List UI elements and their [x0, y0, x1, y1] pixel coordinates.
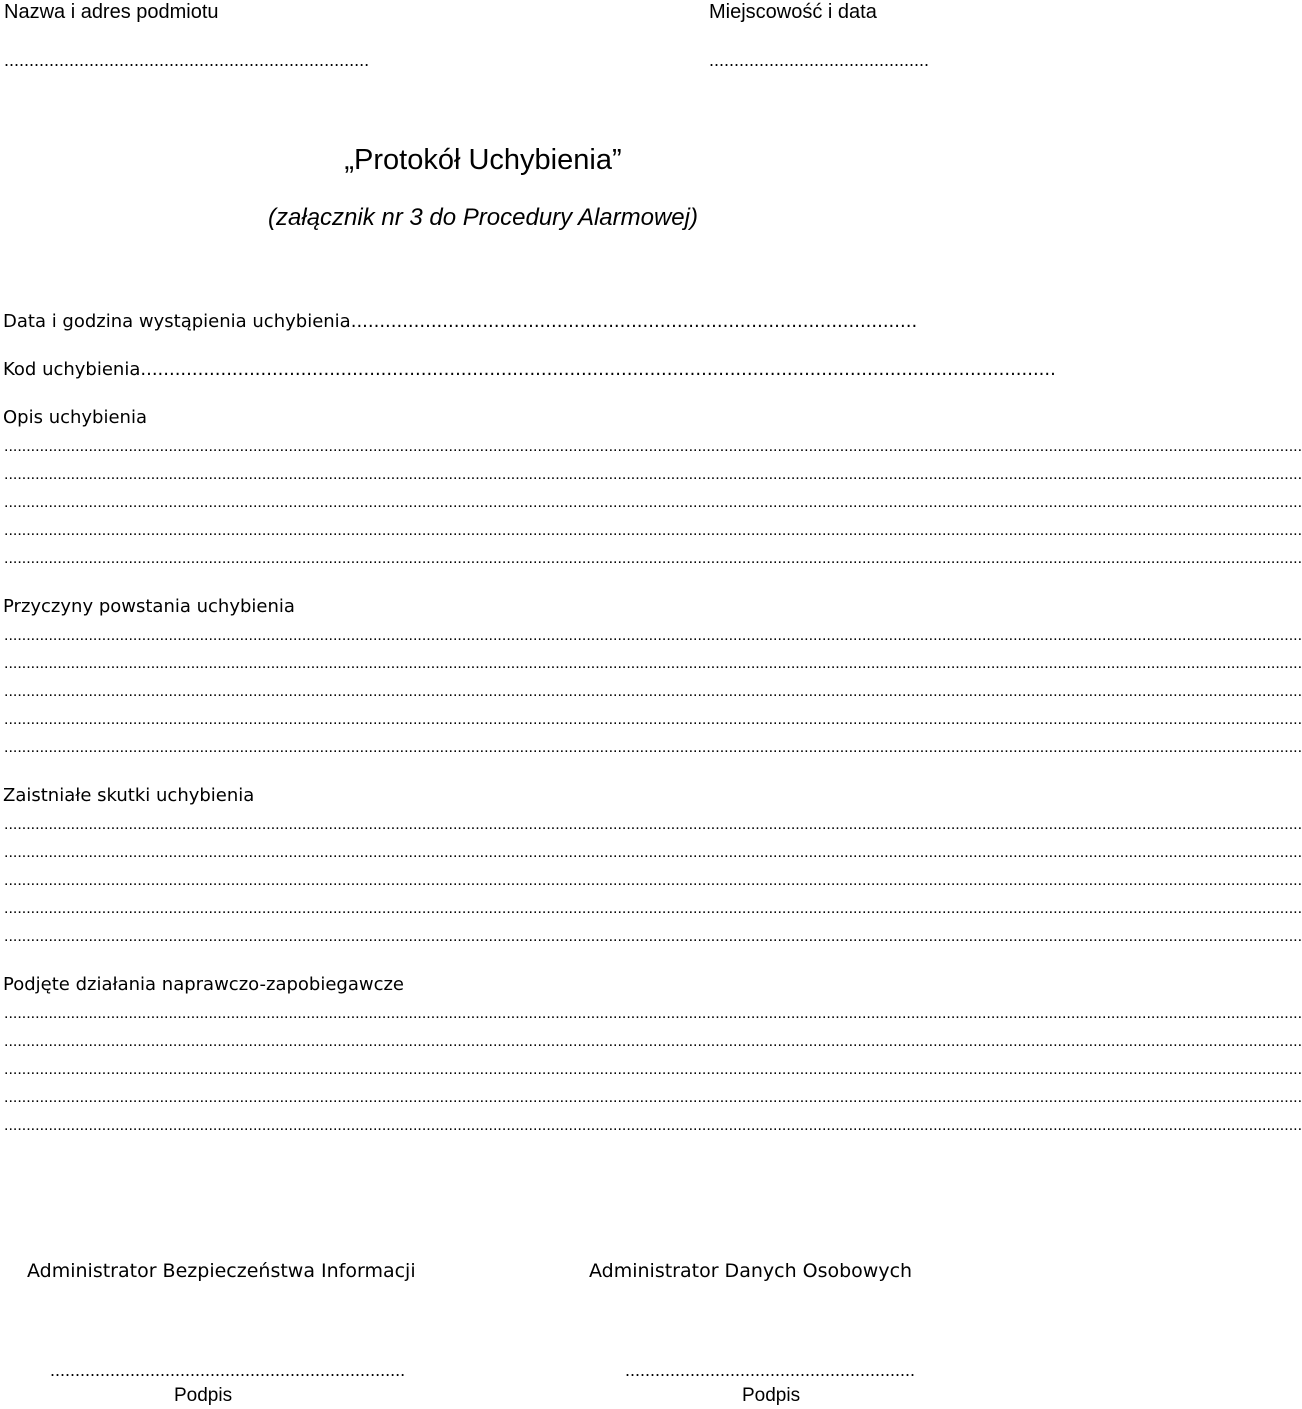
effects-line-3: .................................................................................................................................................................................................................................................................................................... [4, 872, 1302, 889]
security-admin-signature-line: ....................................................................... [50, 1360, 406, 1380]
page-subtitle: (załącznik nr 3 do Procedury Alarmowej) [268, 204, 698, 231]
causes-line-4: .................................................................................................................................................................................................................................................................................................... [4, 711, 1302, 728]
page-title: „Protokół Uchybienia” [344, 144, 622, 176]
subject-name-dots: ......................................................................... [4, 50, 370, 70]
actions-line-2: .................................................................................................................................................................................................................................................................................................... [4, 1033, 1302, 1050]
code-field [3, 358, 1056, 382]
description-line-5: .................................................................................................................................................................................................................................................................................................... [4, 550, 1302, 567]
causes-line-2: .................................................................................................................................................................................................................................................................................................... [4, 655, 1302, 672]
actions-line-1: .................................................................................................................................................................................................................................................................................................... [4, 1005, 1302, 1022]
description-line-1: .................................................................................................................................................................................................................................................................................................... [4, 438, 1302, 455]
effects-line-5: .................................................................................................................................................................................................................................................................................................... [4, 928, 1302, 945]
actions-line-5: .................................................................................................................................................................................................................................................................................................... [4, 1117, 1302, 1134]
causes-line-5: .................................................................................................................................................................................................................................................................................................... [4, 739, 1302, 756]
causes-label: Przyczyny powstania uchybienia [3, 596, 295, 617]
data-admin-signature-caption: Podpis [742, 1385, 801, 1406]
description-line-3: .................................................................................................................................................................................................................................................................................................... [4, 494, 1302, 511]
data-admin-signature-line: .......................................................... [625, 1360, 916, 1380]
causes-line-1: .................................................................................................................................................................................................................................................................................................... [4, 627, 1302, 644]
description-line-4: .................................................................................................................................................................................................................................................................................................... [4, 522, 1302, 539]
effects-line-1: .................................................................................................................................................................................................................................................................................................... [4, 816, 1302, 833]
causes-line-3: .................................................................................................................................................................................................................................................................................................... [4, 683, 1302, 700]
code-label: Kod uchybienia [3, 359, 141, 380]
place-date-dots: ............................................ [709, 50, 930, 70]
description-label: Opis uchybienia [3, 407, 147, 428]
actions-line-4: .................................................................................................................................................................................................................................................................................................... [4, 1089, 1302, 1106]
actions-line-3: .................................................................................................................................................................................................................................................................................................... [4, 1061, 1302, 1078]
effects-label: Zaistniałe skutki uchybienia [3, 785, 255, 806]
code-dots: ................................................................................................................................................................ [140, 359, 1056, 380]
description-line-2: .................................................................................................................................................................................................................................................................................................... [4, 466, 1302, 483]
effects-line-2: .................................................................................................................................................................................................................................................................................................... [4, 844, 1302, 861]
data-admin-title: Administrator Danych Osobowych [589, 1260, 913, 1282]
place-date-label: Miejscowość i data [709, 1, 877, 23]
date-field [3, 310, 925, 334]
actions-label: Podjęte działania naprawczo-zapobiegawcze [3, 974, 405, 995]
security-admin-title: Administrator Bezpieczeństwa Informacji [27, 1260, 416, 1282]
security-admin-signature-caption: Podpis [174, 1385, 233, 1406]
subject-name-label: Nazwa i adres podmiotu [4, 1, 219, 23]
date-label: Data i godzina wystąpienia uchybienia [3, 311, 351, 332]
date-dots: ................................................................................................... [350, 311, 918, 332]
effects-line-4: .................................................................................................................................................................................................................................................................................................... [4, 900, 1302, 917]
